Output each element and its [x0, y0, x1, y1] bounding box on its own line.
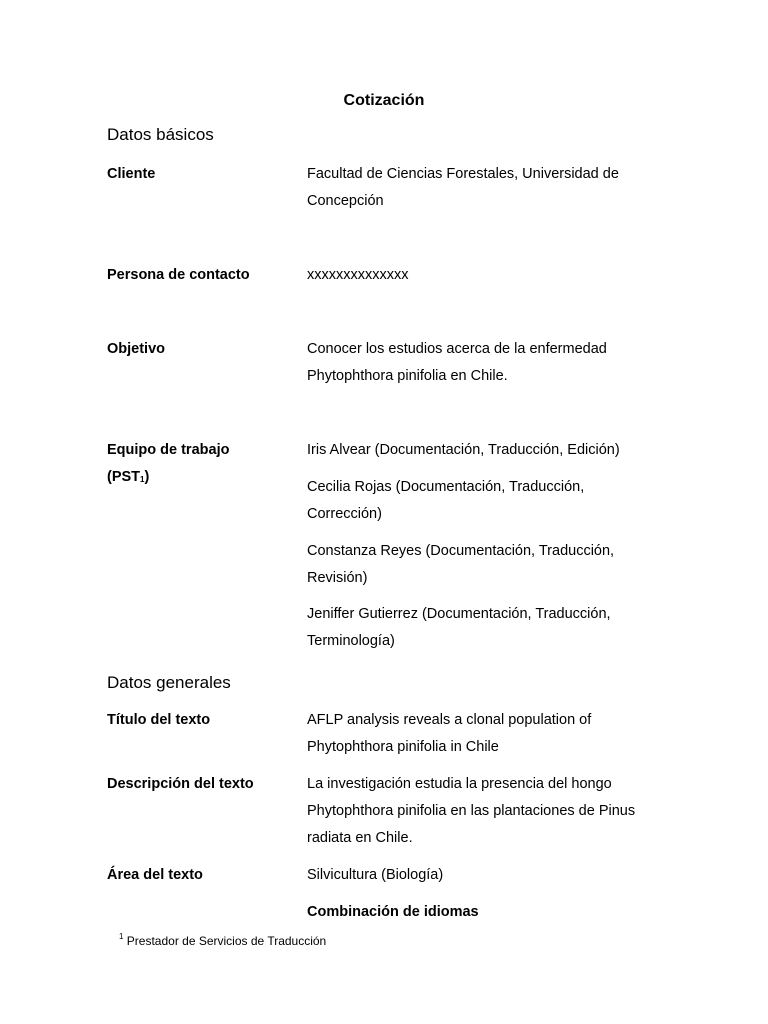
descripcion-value-line: La investigación estudia la presencia del hongo [307, 776, 612, 792]
area-value: Silvicultura (Biología) [307, 867, 444, 883]
team-member-line: Jeniffer Gutierrez (Documentación, Traducción, [307, 606, 611, 622]
descripcion-value [307, 771, 635, 852]
titulo-value-line: Phytophthora pinifolia in Chile [307, 739, 499, 755]
team-member-line: Iris Alvear (Documentación, Traducción, Edición) [307, 442, 620, 458]
objetivo-value-line: Conocer los estudios acerca de la enfermedad [307, 341, 607, 357]
area-label: Área del texto [107, 867, 203, 883]
objetivo-value-line: Phytophthora pinifolia en Chile. [307, 368, 508, 384]
team-member-line: Terminología) [307, 633, 395, 649]
section-heading-general: Datos generales [107, 673, 231, 692]
cliente-value [307, 161, 619, 215]
footnote-number: 1 [119, 932, 124, 941]
team-member [307, 474, 584, 528]
objetivo-value [307, 336, 607, 390]
team-member-line: Constanza Reyes (Documentación, Traducción, [307, 543, 615, 559]
contacto-label: Persona de contacto [107, 267, 250, 283]
footnote-ref: 1 [140, 475, 145, 484]
team-member [307, 601, 611, 655]
equipo-label-line: Equipo de trabajo [107, 442, 230, 458]
descripcion-value-line: radiata en Chile. [307, 830, 413, 846]
equipo-label [107, 437, 229, 491]
pst-close: ) [144, 469, 150, 485]
cliente-value-line: Concepción [307, 193, 384, 209]
team-member-line: Corrección) [307, 506, 382, 522]
objetivo-label: Objetivo [107, 341, 166, 357]
equipo-label-line [107, 464, 229, 491]
titulo-label: Título del texto [107, 712, 211, 728]
team-member [307, 437, 620, 464]
team-member [307, 538, 614, 592]
team-member-line: Revisión) [307, 570, 368, 586]
descripcion-label: Descripción del texto [107, 776, 254, 792]
titulo-value [307, 707, 591, 761]
cliente-value-line: Facultad de Ciencias Forestales, Universidad de [307, 166, 619, 182]
document-title: Cotización [343, 92, 425, 109]
descripcion-value-line: Phytophthora pinifolia en las plantaciones de Pinus [307, 803, 636, 819]
team-member-line: Cecilia Rojas (Documentación, Traducción, [307, 479, 585, 495]
footnote-text: Prestador de Servicios de Traducción [126, 934, 327, 948]
section-heading-basic: Datos básicos [107, 125, 214, 144]
footnote [119, 934, 326, 948]
titulo-value-line: AFLP analysis reveals a clonal population of [307, 712, 592, 728]
cliente-label: Cliente [107, 166, 156, 182]
pst-text: (PST [107, 469, 141, 485]
contacto-value: xxxxxxxxxxxxxx [307, 267, 409, 283]
combinacion-heading: Combinación de idiomas [307, 904, 479, 920]
